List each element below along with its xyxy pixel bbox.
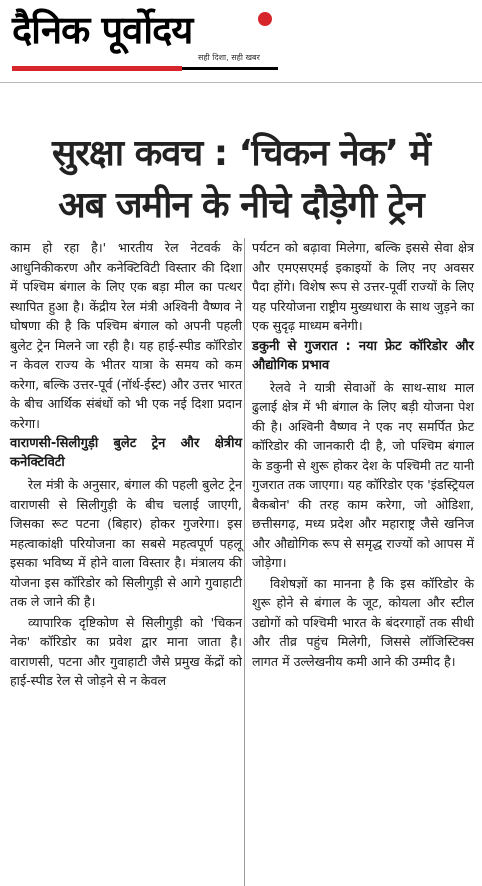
subheading: डकुनी से गुजरात : नया फ्रेट कॉरिडोर और औद्योगिक प्रभाव (252, 338, 474, 373)
masthead (0, 0, 482, 80)
paragraph: विशेषज्ञों का मानना है कि इस कॉरिडोर के शुरू होने से बंगाल के जूट, कोयला और स्टील उद्योगों को पश्चिमी भारत के बंदरगाहों तक सीधी और तीव्र पहुंच मिलेगी, जिससे लॉजिस्टिक्स लागत में उल्लेखनीय कमी आने की उम्मीद है। (252, 575, 474, 669)
logo-red-dot-icon (258, 12, 272, 26)
paragraph: रेल मंत्री के अनुसार, बंगाल की पहली बुलेट ट्रेन वाराणसी से सिलीगुड़ी के बीच चलाई जाएगी, जिसका रूट पटना (बिहार) होकर गुजरेगा। इस महत्वाकांक्षी परियोजना का सबसे महत्वपूर्ण पहलू इसका भविष्य में होने वाला विस्तार है। मंत्रालय की योजना इस कॉरिडोर को सिलीगुड़ी से आगे गुवाहाटी तक ले जाने की है। (10, 477, 242, 609)
paragraph: रेलवे ने यात्री सेवाओं के साथ-साथ माल ढुलाई क्षेत्र में भी बंगाल के लिए बड़ी योजना पेश की है। अश्विनी वैष्णव ने एक नए समर्पित फ्रेट कॉरिडोर की जानकारी दी है, जो पश्चिम बंगाल के डकुनी से शुरू होकर देश के पश्चिमी तट यानी गुजरात तक जाएगा। यह कॉरिडोर एक 'इंडस्ट्रियल बैकबोन' की तरह काम करेगा, जो ओडिशा, छत्तीसगढ़, मध्य प्रदेश और महाराष्ट्र जैसे खनिज और औद्योगिक रूप से समृद्ध राज्यों को आपस में जोड़ेगा। (252, 379, 474, 570)
masthead-tagline: सही दिशा, सही खबर (198, 53, 260, 62)
header-divider (0, 82, 482, 83)
headline-line-1: सुरक्षा कवच : ‘चिकन नेक’ में (51, 133, 431, 174)
paragraph: काम हो रहा है।' भारतीय रेल नेटवर्क के आधुनिकीकरण और कनेक्टिविटी विस्तार की दिशा में पश्चिम बंगाल के लिए एक बड़ा मील का पत्थर स्थापित हुआ है। केंद्रीय रेल मंत्री अश्विनी वैष्णव ने घोषणा की है कि पश्चिम बंगाल को अपनी पहली बुलेट ट्रेन मिलने जा रही है। यह हाई-स्पीड कॉरिडोर न केवल राज्य के भीतर यात्रा के समय को कम करेगा, बल्कि उत्तर-पूर्व (नॉर्थ-ईस्ट) और उत्तर भारत के बीच आर्थिक संबंधों को भी एक नई दिशा प्रदान करेगा। (10, 240, 242, 431)
masthead-black-rule (182, 67, 278, 70)
article-column-right (252, 238, 474, 672)
article-headline (0, 128, 482, 232)
paragraph: व्यापारिक दृष्टिकोण से सिलीगुड़ी को 'चिकन नेक' कॉरिडोर का प्रवेश द्वार माना जाता है। वाराणसी, पटना और गुवाहाटी जैसे प्रमुख केंद्रों को हाई-स्पीड रेल से जोड़ने से न केवल (10, 614, 242, 688)
article-column-left (10, 238, 242, 692)
masthead-red-rule (12, 66, 182, 71)
column-divider (244, 238, 245, 886)
newspaper-logo: दैनिक पूर्वोदय (12, 7, 193, 52)
headline-line-2: अब जमीन के नीचे दौड़ेगी ट्रेन (58, 185, 424, 226)
paragraph: पर्यटन को बढ़ावा मिलेगा, बल्कि इससे सेवा क्षेत्र और एमएसएमई इकाइयों के लिए नए अवसर पैदा होंगे। विशेष रूप से उत्तर-पूर्वी राज्यों के लिए यह परियोजना राष्ट्रीय मुख्यधारा के साथ जुड़ने का एक सुदृढ़ माध्यम बनेगी। (252, 240, 474, 333)
subheading: वाराणसी-सिलीगुड़ी बुलेट ट्रेन और क्षेत्रीय कनेक्टिविटी (10, 436, 242, 470)
